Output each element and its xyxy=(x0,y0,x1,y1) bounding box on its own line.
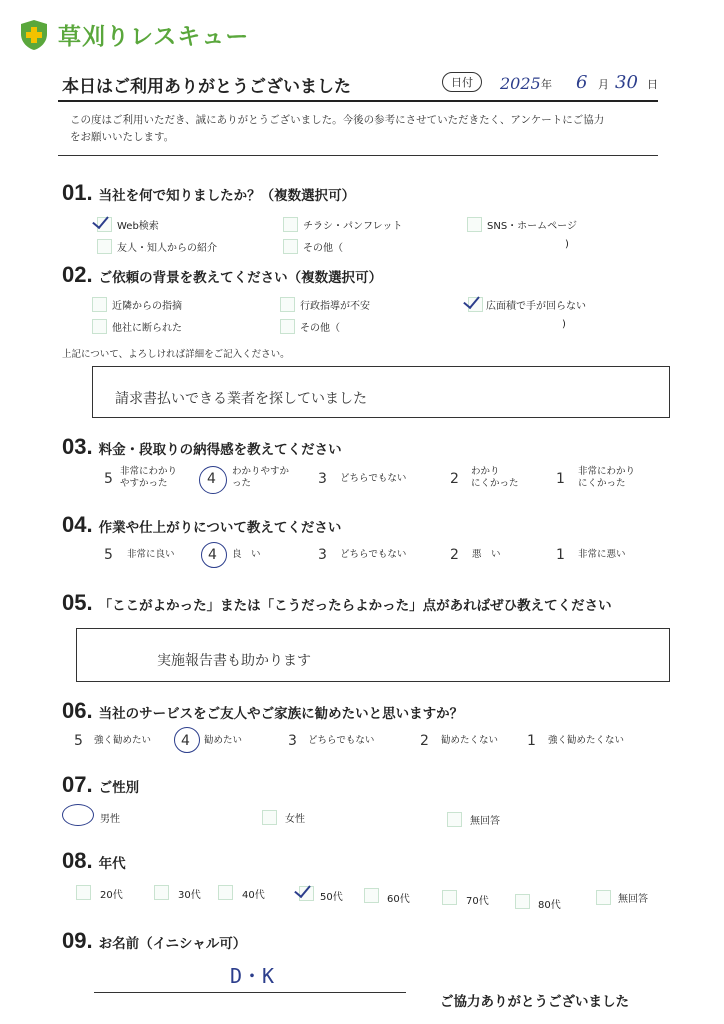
q3-scale-4[interactable]: 4 xyxy=(207,471,216,487)
q8-checkbox-no-answer[interactable] xyxy=(596,890,611,905)
q2-detail-prompt: 上記について、よろしければ詳細をご記入ください。 xyxy=(62,349,290,360)
q4-scale-1[interactable]: 1 xyxy=(556,547,565,563)
q1-option-web: Web検索 xyxy=(117,221,159,232)
q4-label-4: 良 い xyxy=(232,549,261,560)
q8-option-20s: 20代 xyxy=(100,890,123,901)
q8-checkbox-50s[interactable] xyxy=(299,886,314,901)
q1-checkbox-web[interactable] xyxy=(97,217,112,232)
q4-scale-3[interactable]: 3 xyxy=(318,547,327,563)
q4-label-2: 悪 い xyxy=(472,549,501,560)
q8-option-40s: 40代 xyxy=(242,890,265,901)
q2-heading: 02. ご依頼の背景を教えてください（複数選択可） xyxy=(62,262,383,287)
q6-label-2: 勧めたくない xyxy=(441,735,499,746)
q3-scale-1[interactable]: 1 xyxy=(556,471,565,487)
q8-checkbox-30s[interactable] xyxy=(154,885,169,900)
q5-answer: 実施報告書も助かります xyxy=(157,653,311,669)
q2-detail-answer: 請求書払いできる業者を探していました xyxy=(115,391,367,407)
q8-checkbox-20s[interactable] xyxy=(76,885,91,900)
q6-label-1: 強く勧めたくない xyxy=(548,735,625,746)
q1-checkbox-sns[interactable] xyxy=(467,217,482,232)
q6-scale-4[interactable]: 4 xyxy=(181,733,190,749)
header-rule xyxy=(58,100,658,102)
q1-heading: 01. 当社を何で知りましたか？（複数選択可） xyxy=(62,180,356,205)
q1-option-flyer: チラシ・パンフレット xyxy=(303,221,403,232)
q8-checkbox-80s[interactable] xyxy=(515,894,530,909)
q5-heading: 05. 「ここがよかった」または「こうだったらよかった」点があればぜひ教えてください xyxy=(62,590,612,615)
q1-checkbox-friend[interactable] xyxy=(97,239,112,254)
date-year: 2025 xyxy=(500,74,541,93)
q3-label-2: わかり にくかった xyxy=(471,466,519,489)
q4-label-5: 非常に良い xyxy=(127,549,175,560)
intro-rule xyxy=(58,155,658,156)
q7-checkbox-no-answer[interactable] xyxy=(447,812,462,827)
q3-label-4: わかりやすか った xyxy=(232,466,290,489)
q6-scale-5[interactable]: 5 xyxy=(74,733,83,749)
q7-option-female: 女性 xyxy=(285,814,305,825)
year-unit: 年 xyxy=(541,78,552,91)
q8-option-50s: 50代 xyxy=(320,892,343,903)
brand-name: 草刈りレスキュー xyxy=(58,24,250,50)
q8-option-no-answer: 無回答 xyxy=(618,894,648,905)
green-shield-plus-icon xyxy=(18,19,50,51)
q6-scale-3[interactable]: 3 xyxy=(288,733,297,749)
q4-heading: 04. 作業や仕上がりについて教えてください xyxy=(62,512,342,537)
q1-checkbox-other[interactable] xyxy=(283,239,298,254)
q3-label-1: 非常にわかり にくかった xyxy=(578,466,636,489)
q2-option-other: その他（ xyxy=(300,323,340,334)
q9-name-line[interactable] xyxy=(94,992,406,993)
date-day: 30 xyxy=(615,72,638,93)
intro-text: この度はご利用いただき、誠にありがとうございました。今後の参考にさせていただきたく、アンケートにご協力 をお願いいたします。 xyxy=(70,114,605,143)
q3-scale-2[interactable]: 2 xyxy=(450,471,459,487)
q7-checkbox-female[interactable] xyxy=(262,810,277,825)
q6-scale-2[interactable]: 2 xyxy=(420,733,429,749)
q8-heading: 08. 年代 xyxy=(62,848,126,873)
footer-thanks: ご協力ありがとうございました xyxy=(440,994,629,1010)
brand-logo xyxy=(18,18,249,51)
q4-label-1: 非常に悪い xyxy=(578,549,626,560)
q6-label-4: 勧めたい xyxy=(204,735,243,746)
q1-option-other: その他（ xyxy=(303,243,343,254)
q7-heading: 07. ご性別 xyxy=(62,772,140,797)
q2-checkbox-refused[interactable] xyxy=(92,319,107,334)
q7-option-male[interactable]: 男性 xyxy=(100,814,120,825)
q9-name-answer: D・K xyxy=(230,964,275,988)
q4-label-3: どちらでもない xyxy=(340,549,407,560)
q2-checkbox-admin[interactable] xyxy=(280,297,295,312)
q3-label-3: どちらでもない xyxy=(340,473,407,484)
q8-checkbox-40s[interactable] xyxy=(218,885,233,900)
q2-option-admin: 行政指導が不安 xyxy=(300,301,370,312)
q8-checkbox-70s[interactable] xyxy=(442,890,457,905)
date-label: 日付 xyxy=(442,72,482,92)
q2-option-large-area: 広面積で手が回らない xyxy=(486,301,586,312)
q2-other-close: ) xyxy=(562,319,566,330)
q9-heading: 09. お名前（イニシャル可） xyxy=(62,928,247,953)
day-unit: 日 xyxy=(647,78,658,91)
month-unit: 月 xyxy=(598,78,609,91)
date-month: 6 xyxy=(576,72,588,93)
q4-scale-5[interactable]: 5 xyxy=(104,547,113,563)
q4-scale-4[interactable]: 4 xyxy=(208,547,217,563)
q6-label-5: 強く勧めたい xyxy=(94,735,152,746)
q3-label-5: 非常にわかり やすかった xyxy=(120,466,178,489)
q3-scale-3[interactable]: 3 xyxy=(318,471,327,487)
q8-option-80s: 80代 xyxy=(538,900,561,911)
q6-heading: 06. 当社のサービスをご友人やご家族に勧めたいと思いますか？ xyxy=(62,698,464,723)
q2-option-neighbor: 近隣からの指摘 xyxy=(112,301,182,312)
q8-option-60s: 60代 xyxy=(387,894,410,905)
q2-checkbox-neighbor[interactable] xyxy=(92,297,107,312)
q8-checkbox-60s[interactable] xyxy=(364,888,379,903)
q8-option-30s: 30代 xyxy=(178,890,201,901)
q6-scale-1[interactable]: 1 xyxy=(527,733,536,749)
q1-option-sns: SNS・ホームページ xyxy=(487,221,577,232)
q6-label-3: どちらでもない xyxy=(308,735,375,746)
q2-checkbox-large-area[interactable] xyxy=(468,297,483,312)
q1-option-friend: 友人・知人からの紹介 xyxy=(117,243,217,254)
q3-scale-5[interactable]: 5 xyxy=(104,471,113,487)
page-title: 本日はご利用ありがとうございました xyxy=(62,77,351,97)
q4-scale-2[interactable]: 2 xyxy=(450,547,459,563)
q2-option-refused: 他社に断られた xyxy=(112,323,182,334)
q3-heading: 03. 料金・段取りの納得感を教えてください xyxy=(62,434,342,459)
q2-checkbox-other[interactable] xyxy=(280,319,295,334)
q7-option-no-answer: 無回答 xyxy=(470,816,500,827)
q8-option-70s: 70代 xyxy=(466,896,489,907)
q1-other-close: ) xyxy=(565,239,569,250)
q1-checkbox-flyer[interactable] xyxy=(283,217,298,232)
q7-selected-circle xyxy=(62,804,94,826)
